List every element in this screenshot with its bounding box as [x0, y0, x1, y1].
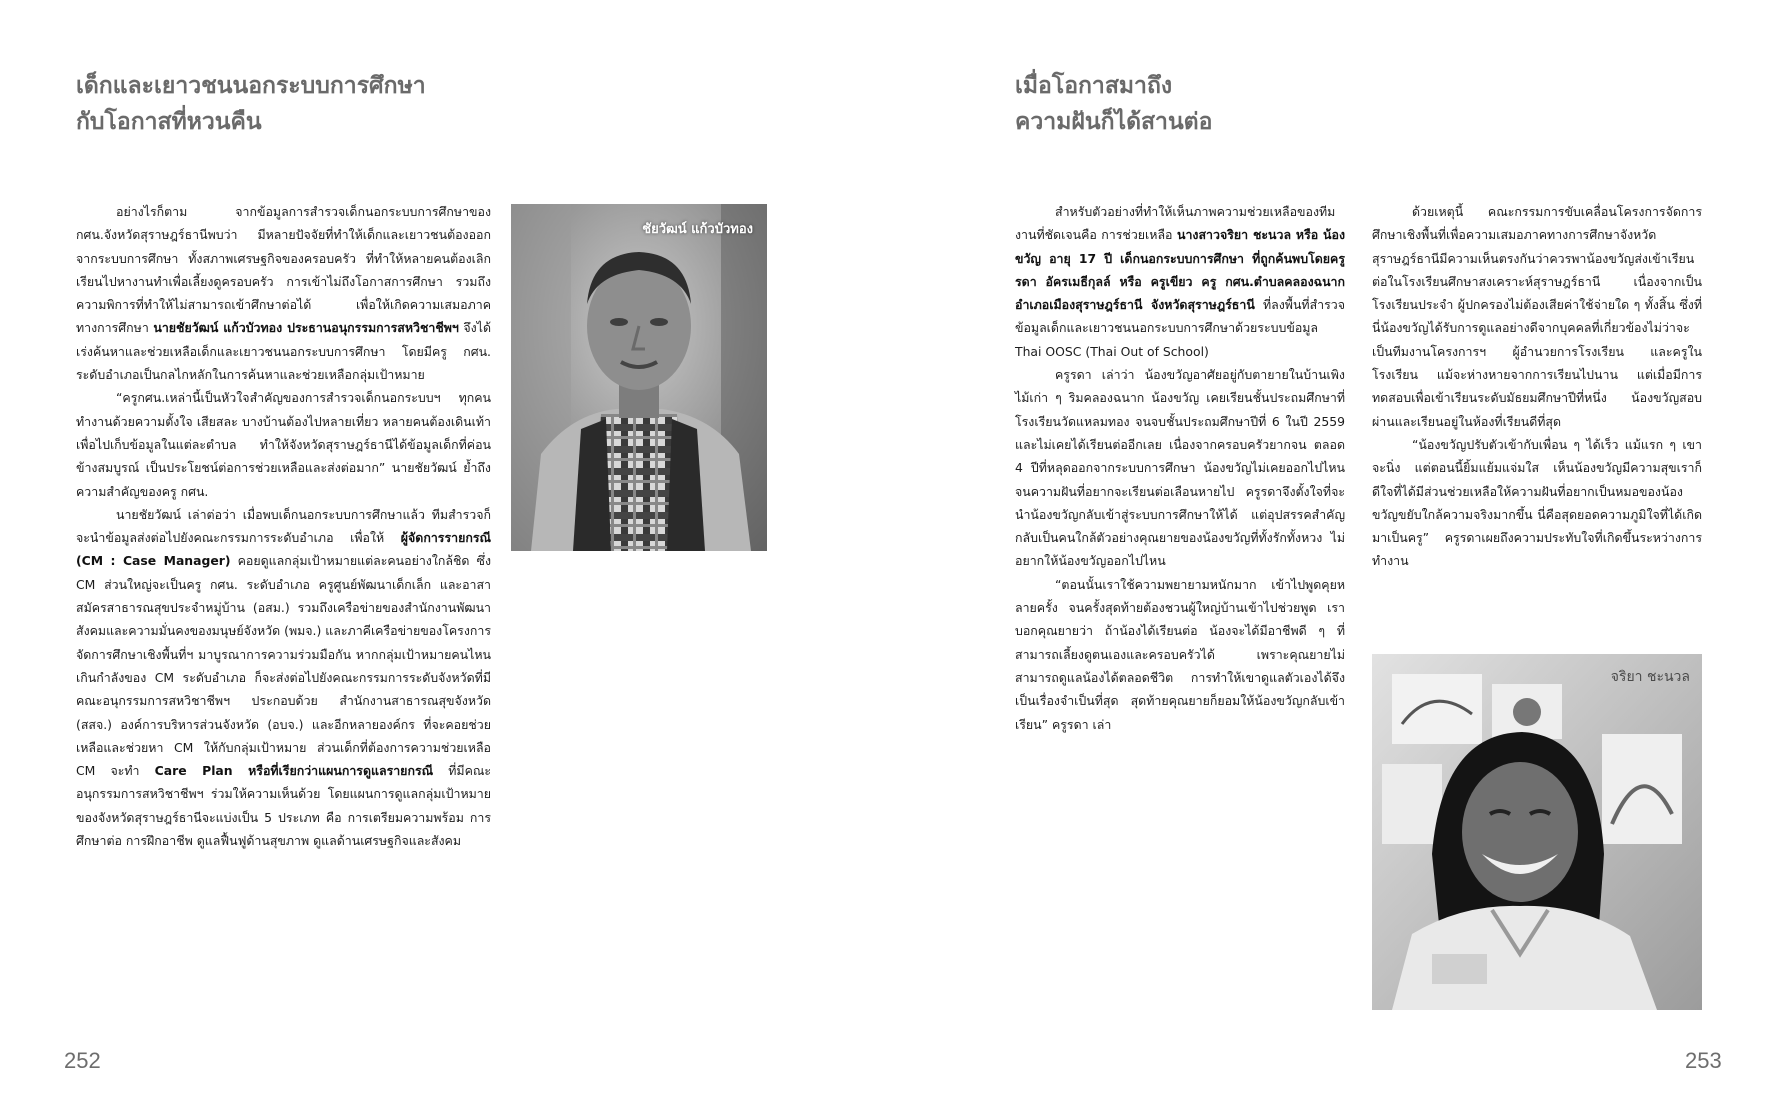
right-paragraph: สำหรับตัวอย่างที่ทำให้เห็นภาพความช่วยเหลือของทีมงานที่ชัดเจนคือ การช่วยเหลือ นางสาวจริยา ชะนวล หรือ น้องขวัญ อายุ 17 ปี เด็กนอกระบบการศึกษา ที่ถูกค้นพบโดยครูรดา อัครเมธีกุลล์ หรือ ครูเขียว ครู กศน.ตำบลคลองฉนาก อำเภอเมืองสุราษฎร์ธานี จังหวัดสุราษฎร์ธานี ที่ลงพื้นที่สำรวจข้อมูลเด็กและเยาวชนนอกระบบการศึกษาด้วยระบบข้อมูล Thai OOSC (Thai Out of School)	[1015, 204, 1346, 359]
portrait-illustration	[511, 204, 767, 551]
right-page-heading	[1015, 68, 1212, 140]
right-paragraph: ด้วยเหตุนี้ คณะกรรมการขับเคลื่อนโครงการจัดการศึกษาเชิงพื้นที่เพื่อความเสมอภาคทางการศึกษาจังหวัดสุราษฎร์ธานีมีความเห็นตรงกันว่าควรพาน้องขวัญส่งเข้าเรียนต่อในโรงเรียนศึกษาสงเคราะห์สุราษฎร์ธานี เนื่องจากเป็นโรงเรียนประจำ ผู้ปกครองไม่ต้องเสียค่าใช้จ่ายใด ๆ ทั้งสิ้น ซึ่งที่นี่น้องขวัญได้รับการดูแลอย่างดีจากบุคคลที่เกี่ยวข้องไม่ว่าจะเป็นทีมงานโครงการฯ ผู้อำนวยการโรงเรียน และครูในโรงเรียน แม้จะห่างหายจากการเรียนไปนาน แต่เมื่อมีการทดสอบเพื่อเข้าเรียนระดับมัธยมศึกษาปีที่หนึ่ง น้องขวัญสอบผ่านและเรียนอยู่ในห้องที่เรียนดีที่สุด	[1372, 204, 1702, 429]
right-body-column-1	[1015, 200, 1345, 736]
right-paragraph: “ตอนนั้นเราใช้ความพยายามหนักมาก เข้าไปพูดคุยหลายครั้ง จนครั้งสุดท้ายต้องชวนผู้ใหญ่บ้านเข้าไปช่วยพูด เราบอกคุณยายว่า ถ้าน้องได้เรียนต่อ น้องจะได้มีอาชีพดี ๆ ที่สามารถเลี้ยงดูตนเองและครอบครัวได้ เพราะคุณยายไม่สามารถดูแลน้องได้ตลอดชีวิต การทำให้เขาดูแลตัวเองได้จึงเป็นเรื่องจำเป็นที่สุด สุดท้ายคุณยายก็ยอมให้น้องขวัญกลับเข้าเรียน” ครูรดา เล่า	[1015, 576, 1345, 732]
right-heading-line-2: ความฝันก็ได้สานต่อ	[1015, 109, 1213, 135]
left-page-heading	[76, 68, 426, 140]
left-paragraph: อย่างไรก็ตาม จากข้อมูลการสำรวจเด็กนอกระบบการศึกษาของ กศน.จังหวัดสุราษฎร์ธานีพบว่า มีหลายปัจจัยที่ทำให้เด็กและเยาวชนต้องออกจากระบบการศึกษา ทั้งสภาพเศรษฐกิจของครอบครัว ที่ทำให้หลายคนต้องเลิกเรียนไปหางานทำเพื่อเลี้ยงดูครอบครัว การเข้าไม่ถึงโอกาสการศึกษา รวมถึงความพิการที่ทำให้ไม่สามารถเข้าศึกษาต่อได้ เพื่อให้เกิดความเสมอภาคทางการศึกษา นายชัยวัฒน์ แก้วบัวทอง ประธานอนุกรรมการสหวิชาชีพฯ จึงได้เร่งค้นหาและช่วยเหลือเด็กและเยาวชนนอกระบบการศึกษา โดยมีครู กศน. ระดับอำเภอเป็นกลไกหลักในการค้นหาและช่วยเหลือกลุ่มเป้าหมาย	[76, 204, 491, 383]
left-paragraph: “ครูกศน.เหล่านี้เป็นหัวใจสำคัญของการสำรวจเด็กนอกระบบฯ ทุกคนทำงานด้วยความตั้งใจ เสียสละ บางบ้านต้องไปหลายเที่ยว หลายคนต้องเดินเท้าเพื่อไปเก็บข้อมูลในแต่ละตำบล ทำให้จังหวัดสุราษฎร์ธานีได้ข้อมูลเด็กที่ค่อนข้างสมบูรณ์ เป็นประโยชน์ต่อการช่วยเหลือและส่งต่อมาก” นายชัยวัฒน์ ย้ำถึงความสำคัญของครู กศน.	[76, 390, 491, 499]
right-page	[892, 0, 1785, 1105]
left-page	[0, 0, 892, 1105]
left-body-column	[76, 200, 491, 852]
left-heading-line-1: เด็กและเยาวชนนอกระบบการศึกษา	[76, 73, 426, 99]
right-paragraph: “น้องขวัญปรับตัวเข้ากับเพื่อน ๆ ได้เร็ว แม้แรก ๆ เขาจะนิ่ง แต่ตอนนี้ยิ้มแย้มแจ่มใส เห็นน้องขวัญมีความสุขเราก็ดีใจที่ได้มีส่วนช่วยเหลือให้ความฝันที่อยากเป็นหมอของน้องขวัญขยับใกล้ความจริงมากขึ้น นี่คือสุดยอดความภูมิใจที่ได้เกิดมาเป็นครู” ครูรดาเผยถึงความประทับใจที่เกิดขึ้นระหว่างการทำงาน	[1372, 436, 1702, 569]
page-number-right: 253	[1685, 1048, 1722, 1073]
portrait-caption-chaiwat: ชัยวัฒน์ แก้วบัวทอง	[642, 222, 753, 237]
portrait-caption-jariya: จริยา ชะนวล	[1610, 669, 1690, 685]
portrait-photo-jariya	[1372, 654, 1702, 1010]
left-heading-line-2: กับโอกาสที่หวนคืน	[76, 109, 262, 135]
portrait-illustration	[1372, 654, 1702, 1010]
right-body-column-2	[1372, 200, 1702, 573]
right-paragraph: ครูรดา เล่าว่า น้องขวัญอาศัยอยู่กับตายายในบ้านเพิงไม้เก่า ๆ ริมคลองฉนาก น้องขวัญ เคยเรียนชั้นประถมศึกษาที่โรงเรียนวัดแหลมทอง จนจบชั้นประถมศึกษาปีที่ 6 ในปี 2559 และไม่เคยได้เรียนต่ออีกเลย เนื่องจากครอบครัวยากจน ตลอด 4 ปีที่หลุดออกจากระบบการศึกษา น้องขวัญไม่เคยออกไปไหน จนความฝันที่อยากจะเรียนต่อเลือนหายไป ครูรดาจึงตั้งใจที่จะนำน้องขวัญกลับเข้าสู่ระบบการศึกษาให้ได้ แต่อุปสรรคสำคัญกลับเป็นคนใกล้ตัวอย่างคุณยายของน้องขวัญที่ทั้งรักทั้งหวง ไม่อยากให้น้องขวัญออกไปไหน	[1015, 367, 1345, 569]
right-heading-line-1: เมื่อโอกาสมาถึง	[1015, 73, 1173, 99]
page-number-left: 252	[64, 1048, 101, 1073]
left-paragraph: นายชัยวัฒน์ เล่าต่อว่า เมื่อพบเด็กนอกระบบการศึกษาแล้ว ทีมสำรวจก็จะนำข้อมูลส่งต่อไปยังคณะกรรมการระดับอำเภอ เพื่อให้ ผู้จัดการรายกรณี (CM : Case Manager) คอยดูแลกลุ่มเป้าหมายแต่ละคนอย่างใกล้ชิด ซึ่ง CM ส่วนใหญ่จะเป็นครู กศน. ระดับอำเภอ ครูศูนย์พัฒนาเด็กเล็ก และอาสาสมัครสาธารณสุขประจำหมู่บ้าน (อสม.) รวมถึงเครือข่ายของสำนักงานพัฒนาสังคมและความมั่นคงของมนุษย์จังหวัด (พมจ.) และภาคีเครือข่ายของโครงการจัดการศึกษาเชิงพื้นที่ฯ มาบูรณาการความร่วมมือกัน หากกลุ่มเป้าหมายคนไหนเกินกำลังของ CM ระดับอำเภอ ก็จะส่งต่อไปยังคณะกรรมการระดับจังหวัดที่มีคณะอนุกรรมการสหวิชาชีพฯ ประกอบด้วย สำนักงานสาธารณสุขจังหวัด (สสจ.) องค์การบริหารส่วนจังหวัด (อบจ.) และอีกหลายองค์กร ที่จะคอยช่วยเหลือและช่วยหา CM ให้กับกลุ่มเป้าหมาย ส่วนเด็กที่ต้องการความช่วยเหลือ CM จะทำ Care Plan หรือที่เรียกว่าแผนการดูแลรายกรณี ที่มีคณะอนุกรรมการสหวิชาชีพฯ ร่วมให้ความเห็นด้วย โดยแผนการดูแลกลุ่มเป้าหมายของจังหวัดสุราษฎร์ธานีจะแบ่งเป็น 5 ประเภท คือ การเตรียมความพร้อม การศึกษาต่อ การฝึกอาชีพ ดูแลฟื้นฟูด้านสุขภาพ ดูแลด้านเศรษฐกิจและสังคม	[76, 506, 492, 849]
portrait-photo-chaiwat	[511, 204, 767, 551]
